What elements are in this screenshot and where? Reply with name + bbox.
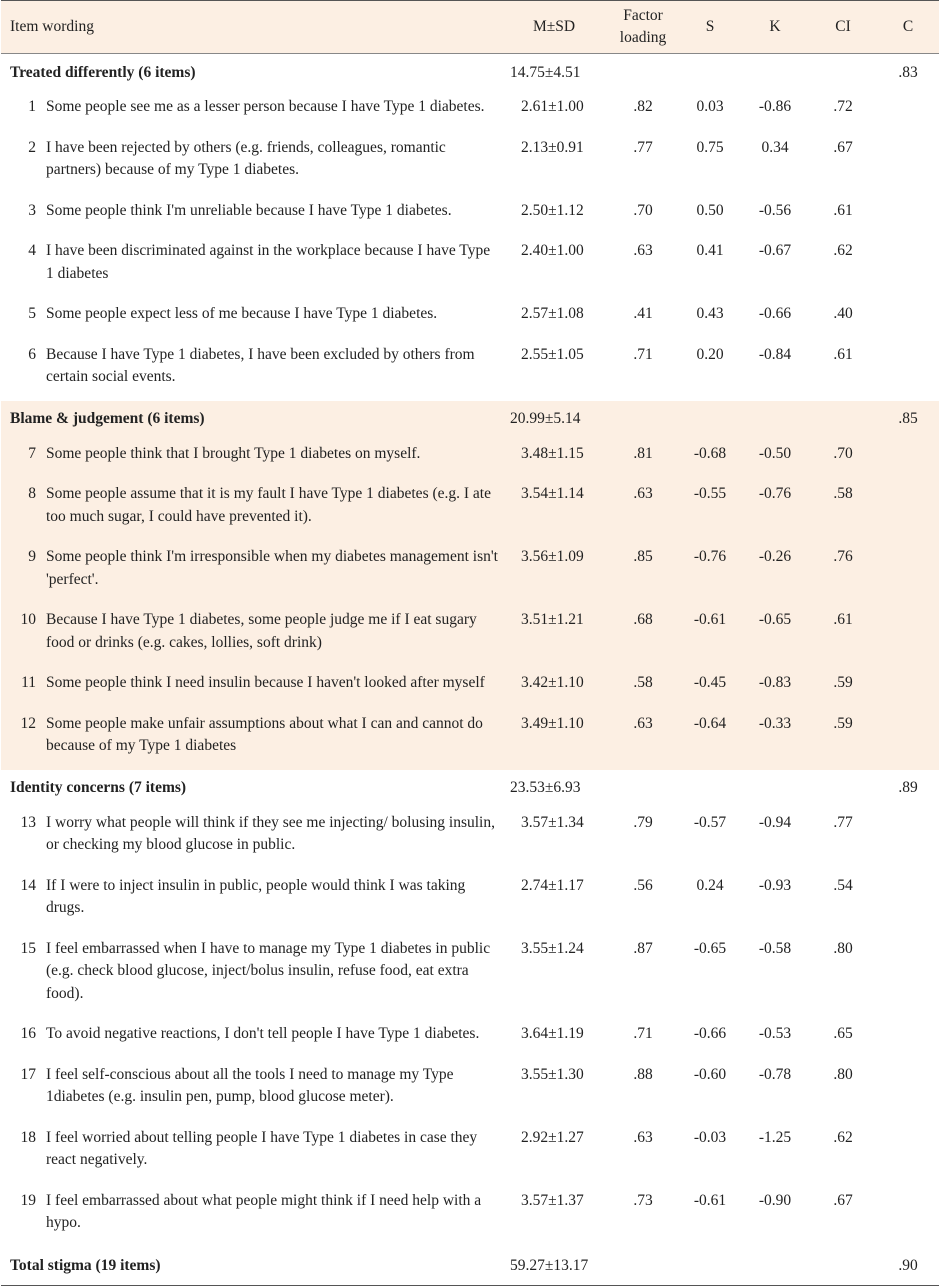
- item-c-empty: [877, 540, 939, 603]
- item-wording: To avoid negative reactions, I don't tell people I have Type 1 diabetes.: [46, 1025, 480, 1042]
- item-factor-loading: .79: [633, 813, 653, 831]
- item-ci: .61: [809, 603, 877, 666]
- item-factor-loading: .68: [607, 603, 679, 666]
- header-msd: M±SD: [501, 1, 607, 54]
- item-ci: .65: [833, 1025, 853, 1042]
- item-s: -0.60: [693, 1065, 727, 1083]
- item-s: -0.45: [679, 666, 741, 707]
- item-c-empty: [877, 1058, 939, 1121]
- item-factor-loading: .71: [633, 345, 653, 363]
- total-row: [1, 1247, 939, 1286]
- total-k-empty: [741, 1247, 809, 1286]
- table-row: [1, 1058, 939, 1121]
- item-factor-loading: .77: [633, 138, 653, 156]
- item-k: -0.67: [758, 242, 792, 259]
- item-wording: Some people think I'm unreliable because I have Type 1 diabetes.: [46, 201, 452, 219]
- item-msd: 3.64±1.19: [521, 1025, 584, 1042]
- table-row: [1, 194, 939, 235]
- item-number: 12: [1, 707, 41, 770]
- item-k: -0.66: [758, 305, 792, 322]
- item-k: -1.25: [758, 1128, 792, 1146]
- item-c-empty: [877, 234, 939, 297]
- item-number: 14: [20, 876, 36, 894]
- item-msd: 3.57±1.37: [521, 1191, 584, 1209]
- item-k: -0.78: [758, 1065, 792, 1083]
- table-row: [1, 932, 939, 1018]
- group-ci-empty: [809, 401, 877, 437]
- header-s: S: [679, 1, 741, 54]
- group-s-empty: [679, 401, 741, 437]
- header-ci: CI: [809, 1, 877, 54]
- item-number: 15: [20, 939, 36, 957]
- item-number: 6: [28, 345, 36, 363]
- total-label: Total stigma (19 items): [1, 1247, 501, 1286]
- item-s: 0.75: [696, 138, 724, 156]
- item-c-empty: [877, 90, 939, 131]
- group-ci-empty: [809, 770, 877, 806]
- item-wording: Some people think I need insulin because I haven't looked after myself: [41, 666, 501, 707]
- item-wording: Some people expect less of me because I have Type 1 diabetes.: [46, 305, 438, 322]
- item-k: 0.34: [761, 138, 789, 156]
- item-ci: .59: [809, 707, 877, 770]
- item-factor-loading: .63: [633, 1128, 653, 1146]
- item-k: -0.83: [741, 666, 809, 707]
- group-label: Treated differently (6 items): [10, 63, 196, 81]
- item-c-empty: [877, 437, 939, 478]
- total-ci-empty: [809, 1247, 877, 1286]
- item-s: 0.24: [696, 876, 724, 894]
- item-k: -0.33: [741, 707, 809, 770]
- item-msd: 3.48±1.15: [501, 437, 607, 478]
- table-row: [1, 437, 939, 478]
- table-row: [1, 869, 939, 932]
- item-k: -0.56: [758, 201, 792, 219]
- item-ci: .67: [833, 138, 853, 156]
- header-c: C: [877, 1, 939, 54]
- stigma-items-table: [1, 0, 939, 1286]
- table-row: [1, 603, 939, 666]
- item-msd: 2.57±1.08: [521, 305, 584, 322]
- table-row: [1, 1017, 939, 1058]
- item-k: -0.58: [758, 939, 792, 957]
- group-header-row: [1, 54, 939, 91]
- table-row: [1, 666, 939, 707]
- item-k: -0.94: [758, 813, 792, 831]
- group-s-empty: [679, 54, 741, 91]
- table-row: [1, 707, 939, 770]
- item-s: 0.43: [696, 305, 724, 322]
- item-factor-loading: .63: [607, 707, 679, 770]
- header-item-wording: Item wording: [1, 1, 501, 54]
- item-c-empty: [877, 707, 939, 770]
- item-c-empty: [877, 477, 939, 540]
- item-ci: .58: [809, 477, 877, 540]
- item-c-empty: [877, 932, 939, 1018]
- item-s: -0.61: [693, 1191, 727, 1209]
- header-factor-loading: Factor loading: [607, 1, 679, 54]
- item-number: 17: [20, 1065, 36, 1083]
- item-wording: I worry what people will think if they see me injecting/ bolusing insulin, or checking my blood glucose in public.: [46, 813, 495, 853]
- table-header-row: [1, 1, 939, 54]
- table-row: [1, 234, 939, 297]
- item-s: -0.76: [679, 540, 741, 603]
- item-factor-loading: .71: [633, 1025, 653, 1042]
- item-s: -0.03: [693, 1128, 727, 1146]
- item-s: -0.64: [679, 707, 741, 770]
- item-s: -0.61: [679, 603, 741, 666]
- group-header-row: [1, 401, 939, 437]
- item-number: 10: [1, 603, 41, 666]
- item-s: -0.68: [679, 437, 741, 478]
- item-k: -0.84: [758, 345, 792, 363]
- item-ci: .62: [833, 1128, 853, 1146]
- item-ci: .70: [809, 437, 877, 478]
- item-factor-loading: .73: [633, 1191, 653, 1209]
- table-row: [1, 1121, 939, 1184]
- group-header-row: [1, 770, 939, 806]
- table-row: [1, 338, 939, 401]
- item-ci: .40: [833, 305, 853, 322]
- item-c-empty: [877, 806, 939, 869]
- item-k: -0.50: [741, 437, 809, 478]
- item-ci: .80: [833, 1065, 853, 1083]
- item-wording: I feel embarrassed about what people might think if I need help with a hypo.: [46, 1191, 482, 1231]
- item-factor-loading: .87: [633, 939, 653, 957]
- item-number: 2: [28, 138, 36, 156]
- item-number: 8: [1, 477, 41, 540]
- item-msd: 2.74±1.17: [521, 876, 584, 894]
- group-s-empty: [679, 770, 741, 806]
- group-factor-loading-empty: [607, 54, 679, 91]
- item-k: -0.65: [741, 603, 809, 666]
- item-number: 19: [20, 1191, 36, 1209]
- item-msd: 3.42±1.10: [501, 666, 607, 707]
- item-msd: 3.55±1.30: [521, 1065, 584, 1083]
- item-msd: 3.51±1.21: [501, 603, 607, 666]
- item-k: -0.93: [758, 876, 792, 894]
- item-number: 5: [28, 305, 36, 322]
- item-s: -0.55: [679, 477, 741, 540]
- table-row: [1, 1184, 939, 1247]
- item-number: 13: [20, 813, 36, 831]
- table-row: [1, 297, 939, 338]
- item-wording: Some people assume that it is my fault I have Type 1 diabetes (e.g. I ate too much sugar, I could have prevented it).: [41, 477, 501, 540]
- item-c-empty: [877, 194, 939, 235]
- group-c: .89: [898, 779, 918, 797]
- item-factor-loading: .82: [633, 98, 653, 115]
- item-k: -0.53: [758, 1025, 792, 1042]
- item-factor-loading: .63: [633, 242, 653, 259]
- item-c-empty: [877, 1121, 939, 1184]
- table-row: [1, 90, 939, 131]
- total-s-empty: [679, 1247, 741, 1286]
- item-s: 0.41: [696, 242, 724, 259]
- item-factor-loading: .63: [607, 477, 679, 540]
- item-msd: 2.61±1.00: [521, 98, 584, 115]
- item-s: -0.57: [693, 813, 727, 831]
- item-factor-loading: .41: [633, 305, 653, 322]
- group-factor-loading-empty: [607, 770, 679, 806]
- item-s: 0.20: [696, 345, 724, 363]
- item-c-empty: [877, 603, 939, 666]
- item-ci: .80: [833, 939, 853, 957]
- item-k: -0.90: [758, 1191, 792, 1209]
- group-k-empty: [741, 401, 809, 437]
- item-wording: If I were to inject insulin in public, people would think I was taking drugs.: [46, 876, 466, 916]
- group-factor-loading-empty: [607, 401, 679, 437]
- item-s: -0.65: [693, 939, 727, 957]
- item-c-empty: [877, 1017, 939, 1058]
- item-wording: Some people think I'm irresponsible when my diabetes management isn't 'perfect'.: [41, 540, 501, 603]
- item-ci: .72: [833, 98, 853, 115]
- item-c-empty: [877, 869, 939, 932]
- item-number: 9: [1, 540, 41, 603]
- header-k: K: [741, 1, 809, 54]
- group-c: .83: [898, 63, 918, 81]
- item-msd: 2.55±1.05: [521, 345, 584, 363]
- item-msd: 3.56±1.09: [501, 540, 607, 603]
- item-ci: .54: [833, 876, 853, 894]
- item-number: 3: [28, 201, 36, 219]
- item-c-empty: [877, 1184, 939, 1247]
- item-msd: 3.57±1.34: [521, 813, 584, 831]
- item-ci: .67: [833, 1191, 853, 1209]
- item-wording: Some people think that I brought Type 1 diabetes on myself.: [41, 437, 501, 478]
- group-k-empty: [741, 54, 809, 91]
- item-s: 0.03: [696, 98, 724, 115]
- item-wording: Because I have Type 1 diabetes, I have been excluded by others from certain social events.: [46, 345, 475, 385]
- item-s: -0.66: [693, 1025, 727, 1042]
- group-ci-empty: [809, 54, 877, 91]
- item-msd: 2.13±0.91: [521, 138, 584, 156]
- item-ci: .61: [833, 345, 853, 363]
- item-wording: I have been rejected by others (e.g. friends, colleagues, romantic partners) because of my Type 1 diabetes.: [46, 138, 446, 178]
- total-c: .90: [877, 1247, 939, 1286]
- table-row: [1, 540, 939, 603]
- item-c-empty: [877, 131, 939, 194]
- item-k: -0.76: [741, 477, 809, 540]
- item-wording: I feel worried about telling people I have Type 1 diabetes in case they react negatively.: [46, 1128, 478, 1168]
- item-msd: 2.92±1.27: [521, 1128, 584, 1146]
- item-msd: 2.40±1.00: [521, 242, 584, 259]
- item-c-empty: [877, 666, 939, 707]
- group-msd: 23.53±6.93: [510, 779, 581, 797]
- table-row: [1, 806, 939, 869]
- item-msd: 3.49±1.10: [501, 707, 607, 770]
- total-msd: 59.27±13.17: [501, 1247, 607, 1286]
- item-number: 18: [20, 1128, 36, 1146]
- item-factor-loading: .88: [633, 1065, 653, 1083]
- group-label: Identity concerns (7 items): [10, 779, 187, 797]
- item-c-empty: [877, 297, 939, 338]
- item-ci: .61: [833, 201, 853, 219]
- item-s: 0.50: [696, 201, 724, 219]
- item-number: 1: [28, 98, 36, 115]
- table-row: [1, 477, 939, 540]
- item-ci: .77: [833, 813, 853, 831]
- item-factor-loading: .56: [633, 876, 653, 894]
- item-wording: I feel self-conscious about all the tools I need to manage my Type 1diabetes (e.g. insulin pen, pump, blood glucose meter).: [46, 1065, 454, 1105]
- item-number: 16: [20, 1025, 36, 1042]
- item-msd: 2.50±1.12: [521, 201, 584, 219]
- table-body: [1, 54, 939, 1286]
- item-factor-loading: .81: [607, 437, 679, 478]
- item-wording: Some people make unfair assumptions about what I can and cannot do because of my Type 1 diabetes: [41, 707, 501, 770]
- group-k-empty: [741, 770, 809, 806]
- item-wording: Some people see me as a lesser person because I have Type 1 diabetes.: [46, 98, 485, 115]
- item-ci: .59: [809, 666, 877, 707]
- item-msd: 3.55±1.24: [521, 939, 584, 957]
- item-k: -0.86: [758, 98, 792, 115]
- group-c: .85: [877, 401, 939, 437]
- item-factor-loading: .70: [633, 201, 653, 219]
- item-k: -0.26: [741, 540, 809, 603]
- item-wording: Because I have Type 1 diabetes, some people judge me if I eat sugary food or drinks (e.g. cakes, lollies, soft drink): [41, 603, 501, 666]
- item-number: 4: [28, 242, 36, 259]
- item-msd: 3.54±1.14: [501, 477, 607, 540]
- item-c-empty: [877, 338, 939, 401]
- item-number: 11: [1, 666, 41, 707]
- group-label: Blame & judgement (6 items): [1, 401, 501, 437]
- item-factor-loading: .85: [607, 540, 679, 603]
- item-wording: I feel embarrassed when I have to manage my Type 1 diabetes in public (e.g. check blood glucose, inject/bolus insulin, refuse food, eat extra food).: [46, 939, 491, 1002]
- total-factor-loading-empty: [607, 1247, 679, 1286]
- group-msd: 20.99±5.14: [501, 401, 607, 437]
- table-row: [1, 131, 939, 194]
- group-msd: 14.75±4.51: [510, 63, 581, 81]
- item-ci: .76: [809, 540, 877, 603]
- item-number: 7: [1, 437, 41, 478]
- item-ci: .62: [833, 242, 853, 259]
- item-factor-loading: .58: [607, 666, 679, 707]
- item-wording: I have been discriminated against in the workplace because I have Type 1 diabetes: [46, 242, 491, 282]
